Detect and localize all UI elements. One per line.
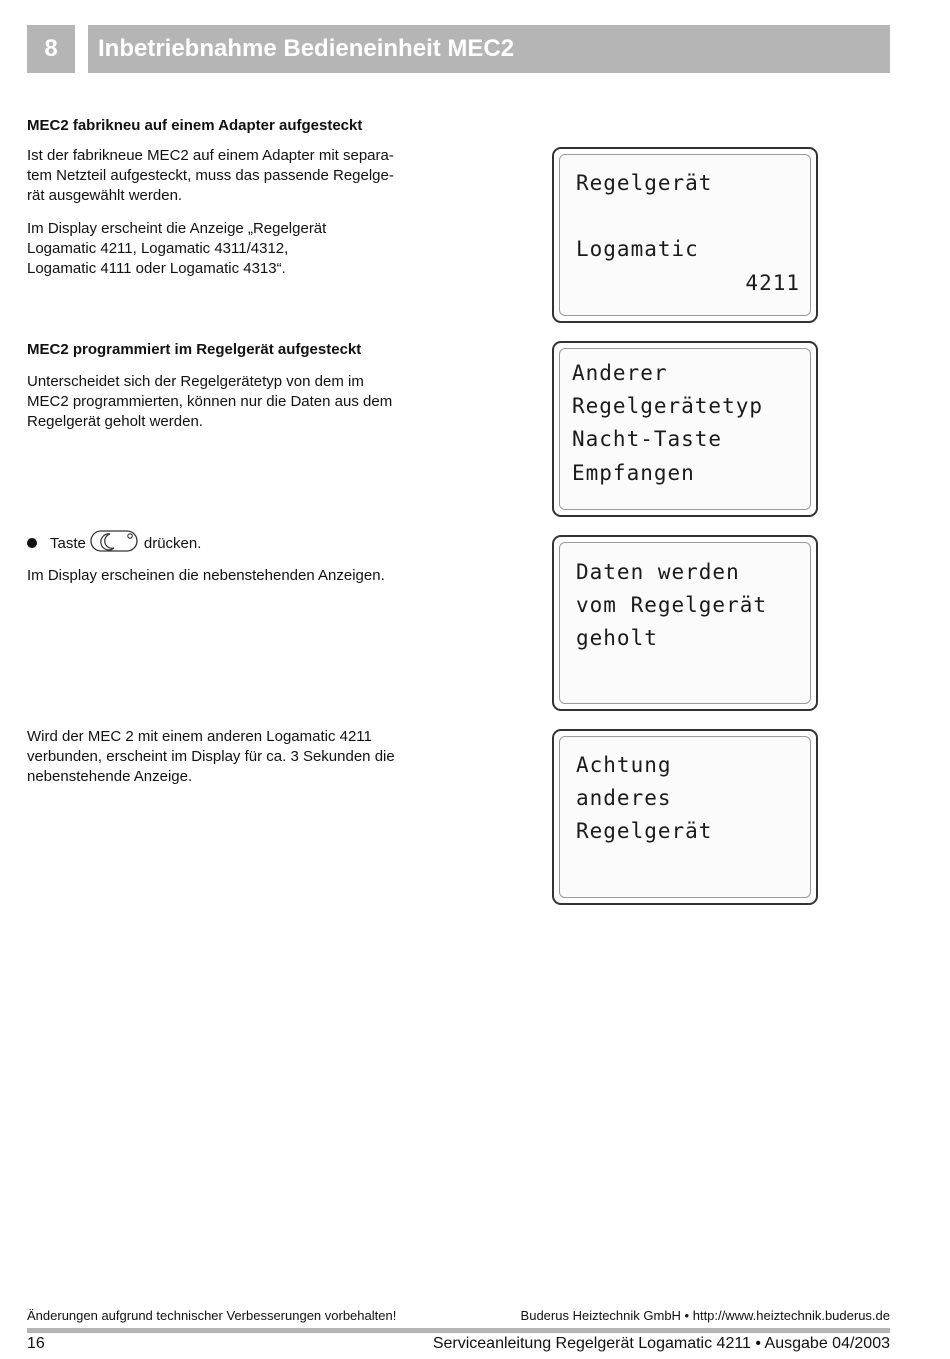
lcd-line: Anderer bbox=[572, 361, 668, 385]
paragraph-factory-new bbox=[27, 146, 447, 206]
footer-divider bbox=[27, 1328, 890, 1333]
night-key-icon bbox=[90, 530, 138, 556]
lcd-display-data-fetched bbox=[552, 535, 818, 711]
footer-company: Buderus Heiztechnik GmbH • http://www.heiztechnik.buderus.de bbox=[520, 1308, 890, 1323]
page-number: 16 bbox=[27, 1335, 45, 1352]
document-title: Serviceanleitung Regelgerät Logamatic 4211 • Ausgabe 04/2003 bbox=[432, 1335, 890, 1352]
text-line: Unterscheidet sich der Regelgerätetyp von dem im bbox=[27, 373, 364, 390]
bullet-icon bbox=[27, 538, 37, 548]
text-line: tem Netzteil aufgesteckt, muss das passende Regelge- bbox=[27, 167, 394, 184]
lcd-display-other-type bbox=[552, 341, 818, 517]
instruction-press-key bbox=[27, 531, 201, 555]
instruction-suffix: drücken. bbox=[143, 534, 202, 552]
text-line: Im Display erscheint die Anzeige „Regelgerät bbox=[27, 220, 327, 237]
lcd-line: anderes bbox=[576, 786, 672, 810]
lcd-line: Logamatic bbox=[576, 237, 699, 261]
lcd-line: geholt bbox=[576, 626, 658, 650]
text-line: MEC2 programmierten, können nur die Daten aus dem bbox=[27, 393, 393, 410]
paragraph-other-controller bbox=[27, 727, 447, 787]
instruction-result bbox=[27, 566, 447, 586]
section-heading-programmed: MEC2 programmiert im Regelgerät aufgesteckt bbox=[27, 341, 362, 358]
text-line: Ist der fabrikneue MEC2 auf einem Adapter mit separa- bbox=[27, 147, 394, 164]
text-line: Regelgerät geholt werden. bbox=[27, 413, 203, 430]
text-line: rät ausgewählt werden. bbox=[27, 187, 183, 204]
lcd-line: Daten werden bbox=[576, 560, 740, 584]
lcd-line: vom Regelgerät bbox=[576, 593, 768, 617]
section-heading-factory-new: MEC2 fabrikneu auf einem Adapter aufgesteckt bbox=[27, 117, 363, 134]
text-line: Wird der MEC 2 mit einem anderen Logamatic 4211 bbox=[27, 728, 372, 745]
text-line: Logamatic 4111 oder Logamatic 4313“. bbox=[27, 260, 286, 277]
chapter-title: Inbetriebnahme Bedieneinheit MEC2 bbox=[88, 25, 890, 73]
lcd-line: Nacht-Taste bbox=[572, 427, 723, 451]
lcd-line: Empfangen bbox=[572, 461, 695, 485]
lcd-line: Regelgerätetyp bbox=[572, 394, 764, 418]
text-line: Im Display erscheinen die nebenstehenden Anzeigen. bbox=[27, 567, 385, 584]
paragraph-display-info bbox=[27, 219, 447, 279]
lcd-line: Achtung bbox=[576, 753, 672, 777]
instruction-prefix: Taste bbox=[50, 534, 86, 552]
text-line: nebenstehende Anzeige. bbox=[27, 768, 193, 785]
chapter-number: 8 bbox=[27, 25, 75, 73]
paragraph-programmed bbox=[27, 372, 447, 432]
footer-disclaimer: Änderungen aufgrund technischer Verbesserungen vorbehalten! bbox=[27, 1308, 397, 1323]
lcd-line: 4211 bbox=[745, 271, 800, 295]
lcd-display-controller-select bbox=[552, 147, 818, 323]
text-line: verbunden, erscheint im Display für ca. 3 Sekunden die bbox=[27, 748, 395, 765]
lcd-display-warning bbox=[552, 729, 818, 905]
text-line: Logamatic 4211, Logamatic 4311/4312, bbox=[27, 240, 289, 257]
lcd-line: Regelgerät bbox=[576, 171, 713, 195]
lcd-line: Regelgerät bbox=[576, 819, 713, 843]
